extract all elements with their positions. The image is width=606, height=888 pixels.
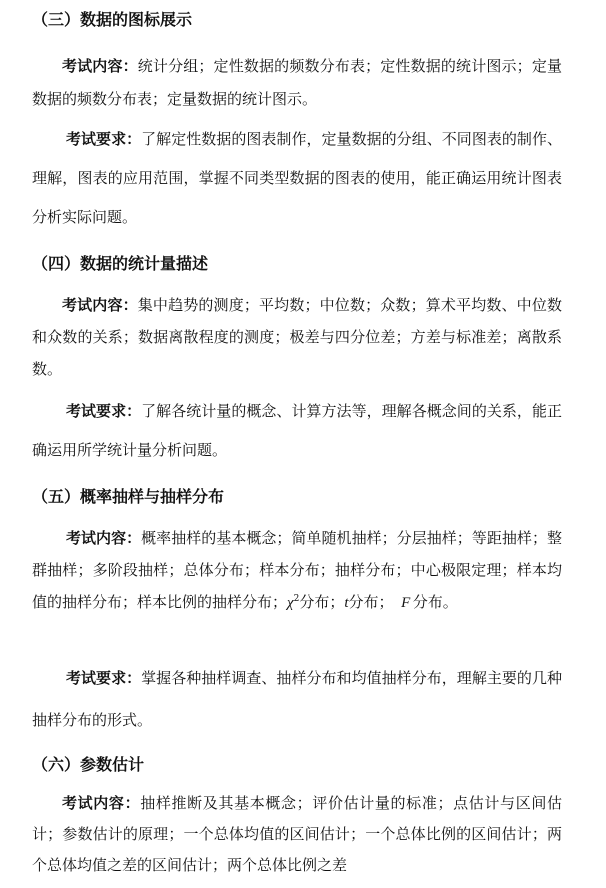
requirement-text: 掌握各种抽样调查、抽样分布和均值抽样分布，理解主要的几种抽样分布的形式。 [32,669,562,729]
content-text: 集中趋势的测度；平均数；中位数；众数；算术平均数、中位数和众数的关系；数据离散程度的测度；极差与四分位差；方差与标准差；离散系数。 [32,296,562,378]
content-label: 考试内容： [62,794,141,812]
requirement-label: 考试要求： [66,130,142,148]
section-3-requirement [32,120,562,237]
content-label: 考试内容： [66,529,142,547]
section-3-content [32,50,562,116]
section-5-requirement [32,657,562,741]
content-text: 统计分组；定性数据的频数分布表；定性数据的统计图示；定量数据的频数分布表；定量数据的统计图示。 [32,57,562,108]
section-4-content [32,289,562,385]
section-heading-5: （五）概率抽样与抽样分布 [32,487,225,506]
content-label: 考试内容： [62,57,138,75]
section-heading-6: （六）参数估计 [32,755,145,774]
f-symbol: F [401,595,411,611]
chi-distribution-text: 分布； [299,593,345,611]
chi-superscript: 2 [293,594,300,604]
content-label: 考试内容： [62,296,138,314]
section-heading-4: （四）数据的统计量描述 [32,254,209,273]
f-distribution-text: 分布。 [412,593,458,611]
requirement-label: 考试要求： [66,669,142,687]
content-text: 概率抽样的基本概念；简单随机抽样；分层抽样；等距抽样；整群抽样；多阶段抽样；总体分布；样本分布；抽样分布；中心极限定理；样本均值的抽样分布；样本比例的抽样分布； [32,529,562,611]
requirement-label: 考试要求： [66,402,142,420]
section-heading-3: （三）数据的图标展示 [32,10,193,29]
t-symbol: t [344,595,349,611]
content-text: 抽样推断及其基本概念；评价估计量的标准；点估计与区间估计；参数估计的原理；一个总体均值的区间估计；一个总体比例的区间估计；两个总体均值之差的区间估计；两个总体比例之差 [32,794,562,874]
section-5-content [32,522,562,619]
chi-symbol: χ [287,595,294,611]
section-6-content [32,788,562,881]
t-distribution-text: 分布； [348,593,394,611]
section-4-requirement [32,392,562,470]
requirement-text: 了解定性数据的图表制作，定量数据的分组、不同图表的制作、理解，图表的应用范围，掌握不同类型数据的图表的使用，能正确运用统计图表分析实际问题。 [32,130,562,226]
requirement-text: 了解各统计量的概念、计算方法等，理解各概念间的关系，能正确运用所学统计量分析问题。 [32,402,562,459]
